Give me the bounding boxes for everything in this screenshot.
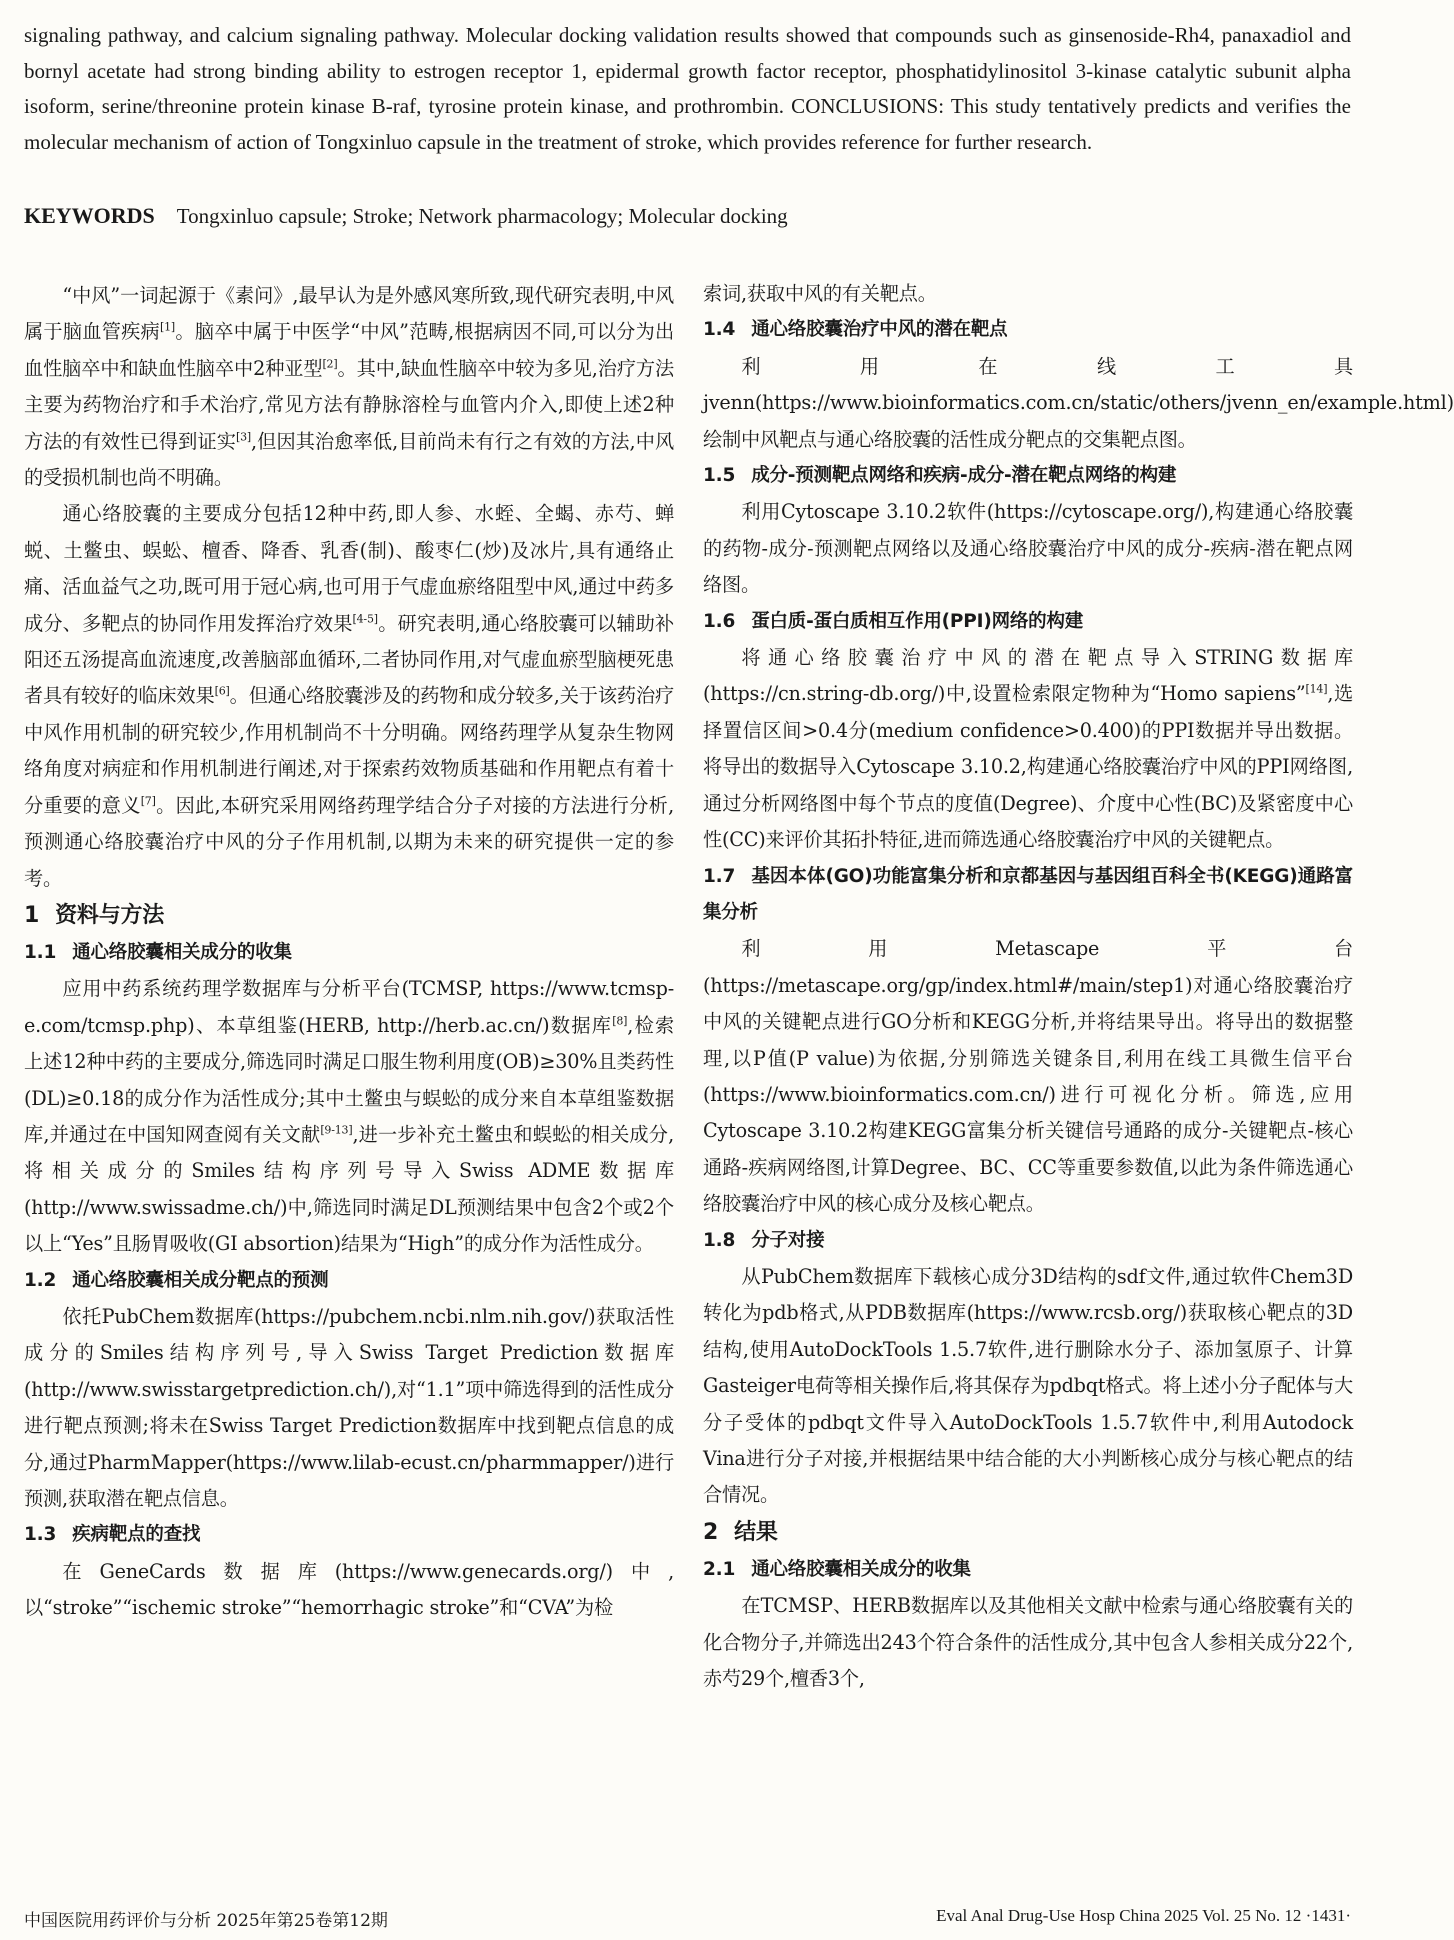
footer-journal-cn: 中国医院用药评价与分析 2025年第25卷第12期 (24, 1911, 388, 1931)
subsection-heading-1-7: 1.7 基因本体(GO)功能富集分析和京都基因与基因组百科全书(KEGG)通路富集分析 (703, 865, 1353, 923)
methods-paragraph-1-5: 利用Cytoscape 3.10.2软件(https://cytoscape.org/),构建通心络胶囊的药物-成分-预测靶点网络以及通心络胶囊治疗中风的成分-疾病-潜在靶点网络图。 (703, 500, 1353, 597)
citation[interactable]: [14] (1305, 683, 1328, 697)
citation[interactable]: [8] (612, 1014, 628, 1028)
methods-paragraph-1-8: 从PubChem数据库下载核心成分3D结构的sdf文件,通过软件Chem3D转化为pdb格式,从PDB数据库(https://www.rcsb.org/)获取核心靶点的3D结构,使用AutoDockTools 1.5.7软件,进行删除水分子、添加氢原子、计算Gasteiger电荷等相关操作后,将其保存为pdbqt格式。将上述小分子配体与大分子受体的pdbqt文件导入AutoDockTools 1.5.7软件中,利用Autodock Vina进行分子对接,并根据结果中结合能的大小判断核心成分与核心靶点的结合情况。 (703, 1264, 1353, 1507)
methods-paragraph-1-3: 在GeneCards数据库(https://www.genecards.org/)中,以“stroke”“ischemic stroke”“hemorrhagic stroke”和“CVA”为检 (24, 1559, 674, 1620)
citation[interactable]: [1] (160, 321, 175, 335)
methods-paragraph-1-4: 利用在线工具jvenn(https://www.bioinformatics.com.cn/static/others/jvenn_en/example.html)绘制中风靶点与通心络胶囊的活性成分靶点的交集靶点图。 (703, 354, 1454, 451)
intro-paragraph-1: “中风”一词起源于《素问》,最早认为是外感风寒所致,现代研究表明,中风属于脑血管疾病[1]。脑卒中属于中医学“中风”范畴,根据病因不同,可以分为出血性脑卒中和缺血性脑卒中2种亚型[2]。其中,缺血性脑卒中较为多见,治疗方法主要为药物治疗和手术治疗,常见方法有静脉溶栓与血管内介入,即使上述2种方法的有效性已得到证实[3],但因其治愈率低,目前尚未有行之有效的方法,中风的受损机制也尚不明确。 (24, 284, 675, 490)
keywords-label: KEYWORDS (24, 203, 155, 228)
methods-paragraph-1-3-cont: 索词,获取中风的有关靶点。 (703, 282, 937, 305)
keywords-list: Tongxinluo capsule; Stroke; Network pharmacology; Molecular docking (176, 204, 788, 228)
subsection-heading-1-1: 1.1 通心络胶囊相关成分的收集 (24, 941, 292, 963)
subsection-heading-2-1: 2.1 通心络胶囊相关成分的收集 (703, 1558, 971, 1580)
citation[interactable]: [3] (236, 430, 251, 444)
left-column (24, 278, 674, 1627)
citation[interactable]: [9-13] (320, 1123, 353, 1137)
right-column (703, 276, 1454, 1697)
methods-paragraph-1-1: 应用中药系统药理学数据库与分析平台(TCMSP, https://www.tcmsp-e.com/tcmsp.php)、本草组鉴(HERB, http://herb.ac.cn/)数据库[8],检索上述12种中药的主要成分,筛选同时满足口服生物利用度(OB)≥30%且类药性(DL)≥0.18的成分作为活性成分;其中土鳖虫与蜈蚣的成分来自本草组鉴数据库,并通过在中国知网查阅有关文献[9-13],进一步补充土鳖虫和蜈蚣的相关成分,将相关成分的Smiles结构序列号导入Swiss ADME数据库(http://www.swissadme.ch/)中,筛选同时满足DL预测结果中包含2个或2个以上“Yes”且肠胃吸收(GI absortion)结果为“High”的成分作为活性成分。 (24, 977, 675, 1256)
subsection-heading-1-4: 1.4 通心络胶囊治疗中风的潜在靶点 (703, 319, 1008, 341)
methods-paragraph-1-7: 利用Metascape平台(https://metascape.org/gp/index.html#/main/step1)对通心络胶囊治疗中风的关键靶点进行GO分析和KEGG分析,并将结果导出。将导出的数据整理,以P值(P value)为依据,分别筛选关键条目,利用在线工具微生信平台(https://www.bioinformatics.com.cn/)进行可视化分析。筛选,应用Cytoscape 3.10.2构建KEGG富集分析关键信号通路的成分-关键靶点-核心通路-疾病网络图,计算Degree、BC、CC等重要参数值,以此为条件筛选通心络胶囊治疗中风的核心成分及核心靶点。 (703, 937, 1353, 1216)
section-heading-2: 2 结果 (703, 1519, 778, 1545)
intro-paragraph-2: 通心络胶囊的主要成分包括12种中药,即人参、水蛭、全蝎、赤芍、蝉蜕、土鳖虫、蜈蚣、檀香、降香、乳香(制)、酸枣仁(炒)及冰片,具有通络止痛、活血益气之功,既可用于冠心病,也可用于气虚血瘀络阻型中风,通过中药多成分、多靶点的协同作用发挥治疗效果[4-5]。研究表明,通心络胶囊可以辅助补阳还五汤提高血流速度,改善脑部血循环,二者协同作用,对气虚血瘀型脑梗死患者具有较好的临床效果[6]。但通心络胶囊涉及的药物和成分较多,关于该药治疗中风作用机制的研究较少,作用机制尚不十分明确。网络药理学从复杂生物网络角度对病症和作用机制进行阐述,对于探索药效物质基础和作用靶点有着十分重要的意义[7]。因此,本研究采用网络药理学结合分子对接的方法进行分析,预测通心络胶囊治疗中风的分子作用机制,以期为未来的研究提供一定的参考。 (24, 502, 674, 890)
keywords-line (24, 201, 1351, 231)
section-heading-1: 1 资料与方法 (24, 902, 165, 928)
results-paragraph-2-1: 在TCMSP、HERB数据库以及其他相关文献中检索与通心络胶囊有关的化合物分子,并筛选出243个符合条件的活性成分,其中包含人参相关成分22个,赤芍29个,檀香3个, (703, 1594, 1353, 1691)
citation[interactable]: [6] (214, 685, 230, 699)
subsection-heading-1-6: 1.6 蛋白质-蛋白质相互作用(PPI)网络的构建 (703, 610, 1084, 632)
footer-journal-en: Eval Anal Drug-Use Hosp China 2025 Vol. 25 No. 12 ·1431· (936, 1906, 1351, 1925)
methods-paragraph-1-2: 依托PubChem数据库(https://pubchem.ncbi.nlm.nih.gov/)获取活性成分的Smiles结构序列号,导入Swiss Target Prediction数据库(http://www.swisstargetprediction.ch/),对“1.1”项中筛选得到的活性成分进行靶点预测;将未在Swiss Target Prediction数据库中找到靶点信息的成分,通过PharmMapper(https://www.lilab-ecust.cn/pharmmapper/)进行预测,获取潜在靶点信息。 (24, 1304, 674, 1510)
citation[interactable]: [2] (322, 357, 338, 371)
citation[interactable]: [4-5] (352, 612, 378, 626)
methods-paragraph-1-6: 将通心络胶囊治疗中风的潜在靶点导入STRING数据库(https://cn.string-db.org/)中,设置检索限定物种为“Homo sapiens”[14],选择置信区间>0.4分(medium confidence>0.400)的PPI数据并导出数据。将导出的数据导入Cytoscape 3.10.2,构建通心络胶囊治疗中风的PPI网络图,通过分析网络图中每个节点的度值(Degree)、介度中心性(BC)及紧密度中心性(CC)来评价其拓扑特征,进而筛选通心络胶囊治疗中风的关键靶点。 (703, 646, 1353, 852)
abstract-text: signaling pathway, and calcium signaling pathway. Molecular docking validation results showed that compounds such as ginsenoside-Rh4, panaxadiol and bornyl acetate had strong binding ability to estrogen receptor 1, epidermal growth factor receptor, phosphatidylinositol 3-kinase catalytic subunit alpha isoform, serine/threonine protein kinase B-raf, tyrosine protein kinase, and prothrombin. CONCLUSIONS: This study tentatively predicts and verifies the molecular mechanism of action of Tongxinluo capsule in the treatment of stroke, which provides reference for further research. (24, 23, 1351, 154)
subsection-heading-1-5: 1.5 成分-预测靶点网络和疾病-成分-潜在靶点网络的构建 (703, 465, 1177, 487)
subsection-heading-1-3: 1.3 疾病靶点的查找 (24, 1524, 201, 1546)
subsection-heading-1-8: 1.8 分子对接 (703, 1229, 825, 1251)
citation[interactable]: [7] (140, 794, 156, 808)
subsection-heading-1-2: 1.2 通心络胶囊相关成分靶点的预测 (24, 1269, 329, 1291)
